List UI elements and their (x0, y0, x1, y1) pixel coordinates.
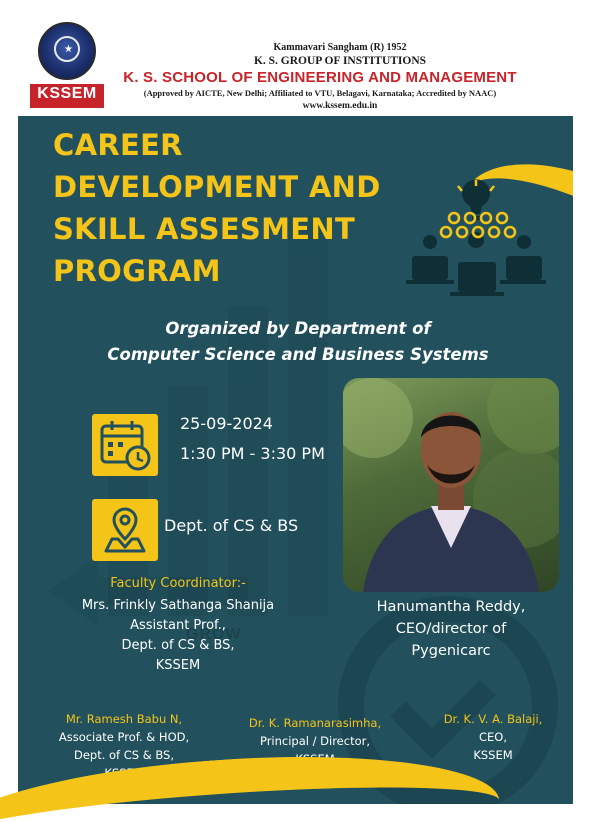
title-line: SKILL ASSESMENT (53, 212, 356, 246)
coordinator-designation: Assistant Prof., (130, 618, 226, 633)
signatory-title: CEO, (478, 730, 507, 744)
team-idea-icon (406, 176, 546, 306)
speaker-info (338, 596, 564, 662)
faculty-coordinator-label: Faculty Coordinator:- (110, 576, 246, 591)
organized-by (38, 316, 558, 368)
event-time: 1:30 PM - 3:30 PM (180, 444, 325, 463)
website-link[interactable]: www.kssem.edu.in (302, 101, 378, 111)
logo-text: KSSEM (37, 85, 97, 102)
group-name: K. S. GROUP OF INSTITUTIONS (253, 55, 427, 67)
trust-name: Kammavari Sangham (R) 1952 (273, 42, 407, 53)
coordinator-org: KSSEM (155, 658, 201, 673)
signatory-org: KSSEM (295, 752, 335, 766)
location-pin-icon (92, 499, 158, 561)
title-line: CAREER (53, 128, 183, 162)
signatory-org: KSSEM (104, 766, 144, 780)
calendar-icon (92, 414, 158, 476)
speaker-name: Hanumantha Reddy, (376, 599, 526, 615)
kssem-logo (30, 22, 104, 108)
faculty-coordinator-details (48, 596, 308, 676)
logo-star-icon: ★ (64, 44, 73, 55)
program-title (53, 124, 433, 292)
event-date: 25-09-2024 (180, 414, 273, 433)
speaker-photo (343, 378, 559, 592)
speaker-role: CEO/director of (395, 621, 507, 637)
speaker-company: Pygenicarc (411, 643, 491, 659)
event-poster (18, 116, 573, 804)
signatory-org: KSSEM (473, 748, 513, 762)
signatory-title: Associate Prof. & HOD, (58, 730, 190, 744)
signatory-ceo (418, 710, 568, 764)
signatory-name: Dr. K. V. A. Balaji, (443, 712, 543, 726)
signatory-dept: Dept. of CS & BS, (73, 748, 175, 762)
coordinator-dept: Dept. of CS & BS, (121, 638, 235, 653)
coordinator-name: Mrs. Frinkly Sathanga Shanija (81, 598, 275, 613)
title-line: DEVELOPMENT AND (53, 170, 381, 204)
signatory-name: Mr. Ramesh Babu N, (65, 712, 183, 726)
event-venue: Dept. of CS & BS (164, 516, 299, 535)
watermark-text: GROW (186, 626, 242, 643)
logo-emblem (38, 22, 96, 80)
college-name: K. S. SCHOOL OF ENGINEERING AND MANAGEMENT (123, 69, 517, 86)
accreditation-text: (Approved by AICTE, New Delhi; Affiliated to VTU, Belagavi, Karnataka; Accredited by NAAC) (143, 88, 497, 98)
signatory-title: Principal / Director, (259, 734, 371, 748)
title-line: PROGRAM (53, 254, 221, 288)
signatory-name: Dr. K. Ramanarasimha, (248, 716, 382, 730)
institution-header (0, 0, 602, 118)
organized-by-line: Organized by Department of (165, 319, 431, 338)
department-name: Computer Science and Business Systems (107, 345, 489, 364)
